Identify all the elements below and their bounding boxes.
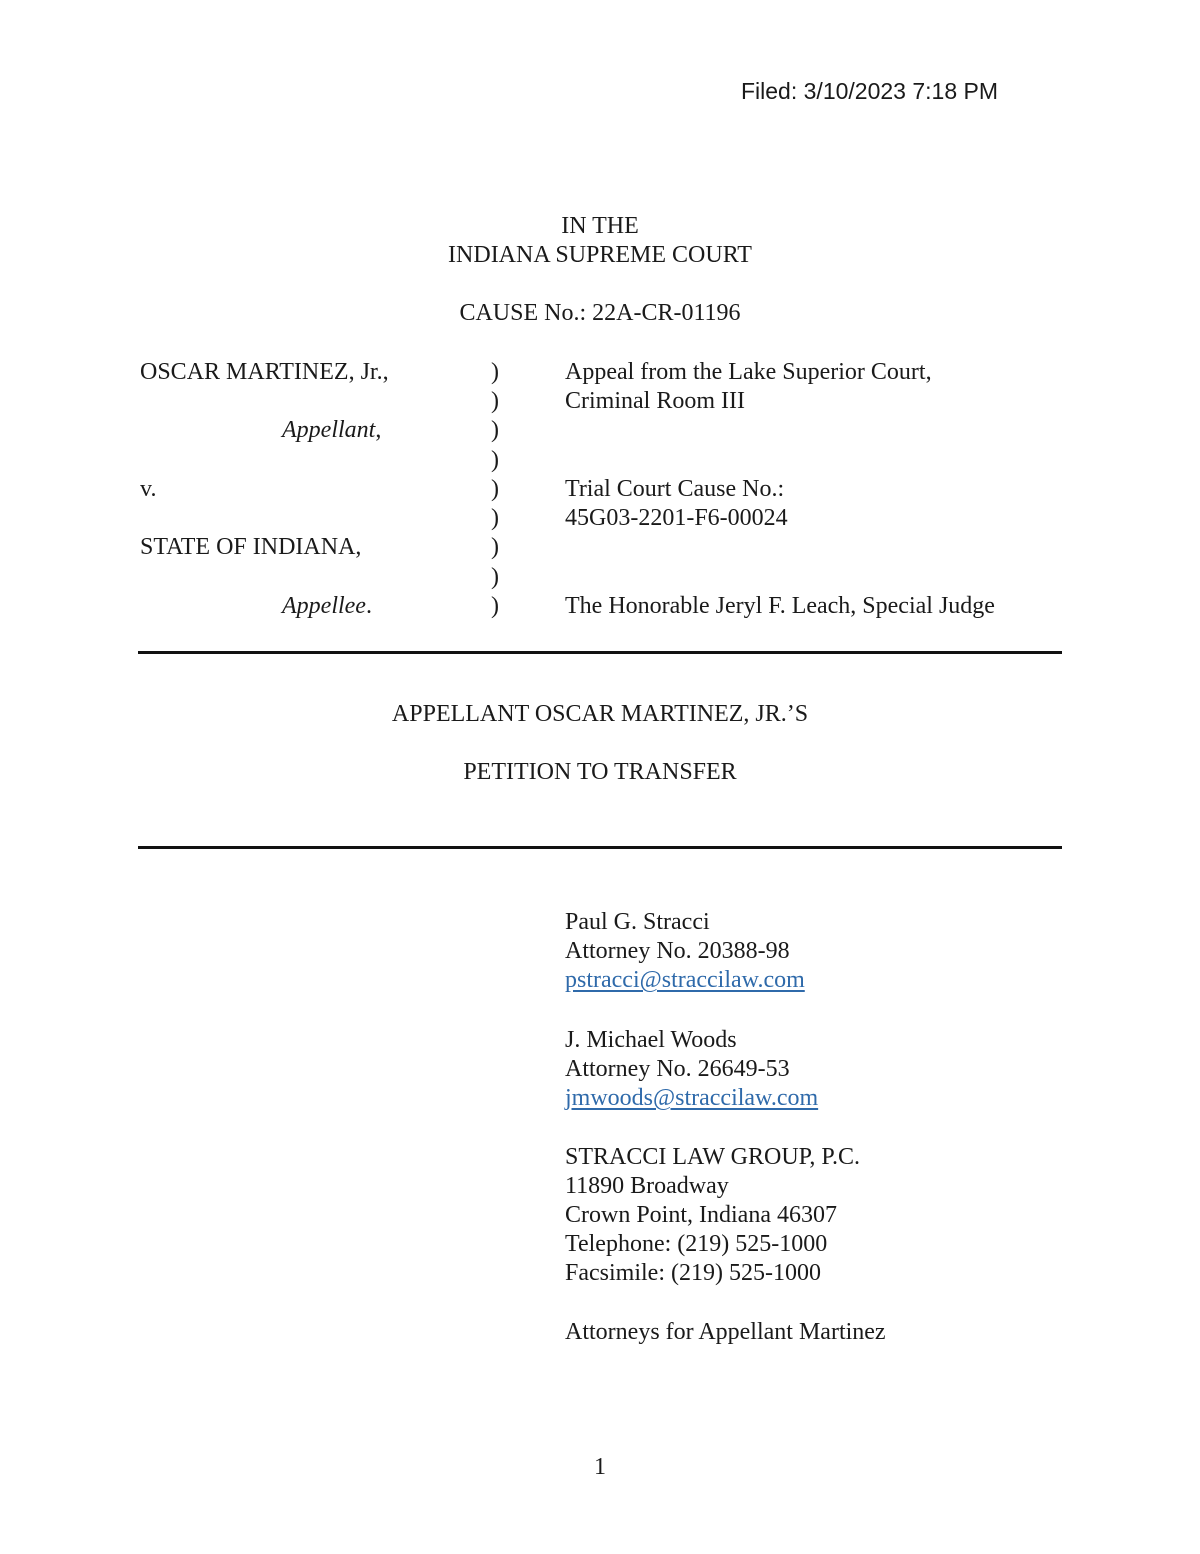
- appeal-from-line1: Appeal from the Lake Superior Court,: [565, 359, 932, 385]
- appellant-role-suffix: ,: [375, 417, 382, 443]
- caption-paren: ): [491, 388, 499, 414]
- page-number: 1: [594, 1454, 606, 1480]
- appellee-role-suffix: .: [365, 593, 372, 619]
- trial-cause-number: 45G03-2201-F6-00024: [565, 505, 788, 531]
- title-divider: [138, 846, 1062, 849]
- firm-address-block: [565, 1143, 860, 1288]
- judge-line: The Honorable Jeryl F. Leach, Special Judge: [565, 593, 995, 619]
- filed-timestamp: Filed: 3/10/2023 7:18 PM: [741, 78, 998, 104]
- attorney-name: Paul G. Stracci: [565, 909, 710, 935]
- versus-label: v.: [140, 476, 157, 502]
- caption-paren: ): [491, 359, 499, 385]
- caption-paren: ): [491, 505, 499, 531]
- caption-paren: ): [491, 564, 499, 590]
- attorneys-for-line: Attorneys for Appellant Martinez: [565, 1319, 886, 1345]
- attorney-email-link[interactable]: pstracci@straccilaw.com: [565, 967, 805, 993]
- firm-telephone: Telephone: (219) 525-1000: [565, 1231, 828, 1257]
- trial-cause-label: Trial Court Cause No.:: [565, 476, 785, 502]
- document-title-line2: PETITION TO TRANSFER: [463, 759, 737, 785]
- firm-name: STRACCI LAW GROUP, P.C.: [565, 1144, 861, 1170]
- firm-facsimile: Facsimile: (219) 525-1000: [565, 1260, 821, 1286]
- cause-number: CAUSE No.: 22A-CR-01196: [459, 300, 741, 326]
- document-title-line1: APPELLANT OSCAR MARTINEZ, JR.’S: [391, 701, 809, 727]
- appellee-role-label: Appellee: [282, 593, 366, 619]
- appellee-name: STATE OF INDIANA,: [140, 534, 362, 560]
- caption-paren: ): [491, 447, 499, 473]
- appeal-from-line2: Criminal Room III: [565, 388, 745, 414]
- court-heading-line2: INDIANA SUPREME COURT: [448, 242, 752, 268]
- attorney-name: J. Michael Woods: [565, 1027, 737, 1053]
- attorney-block-woods: [565, 1026, 818, 1113]
- firm-city: Crown Point, Indiana 46307: [565, 1202, 837, 1228]
- appellee-role: [282, 592, 372, 621]
- caption-divider: [138, 651, 1062, 654]
- attorney-number: Attorney No. 20388-98: [565, 938, 790, 964]
- caption-paren: ): [491, 417, 499, 443]
- caption-paren: ): [491, 476, 499, 502]
- appellant-name: OSCAR MARTINEZ, Jr.,: [140, 359, 389, 385]
- appellant-role: [282, 416, 381, 445]
- appellant-role-label: Appellant: [282, 417, 376, 443]
- attorney-email-link[interactable]: jmwoods@straccilaw.com: [565, 1085, 819, 1111]
- caption-paren: ): [491, 593, 499, 619]
- attorney-number: Attorney No. 26649-53: [565, 1056, 790, 1082]
- caption-paren: ): [491, 534, 499, 560]
- court-heading-line1: IN THE: [561, 213, 639, 239]
- firm-street: 11890 Broadway: [565, 1173, 729, 1199]
- attorney-block-stracci: [565, 908, 805, 995]
